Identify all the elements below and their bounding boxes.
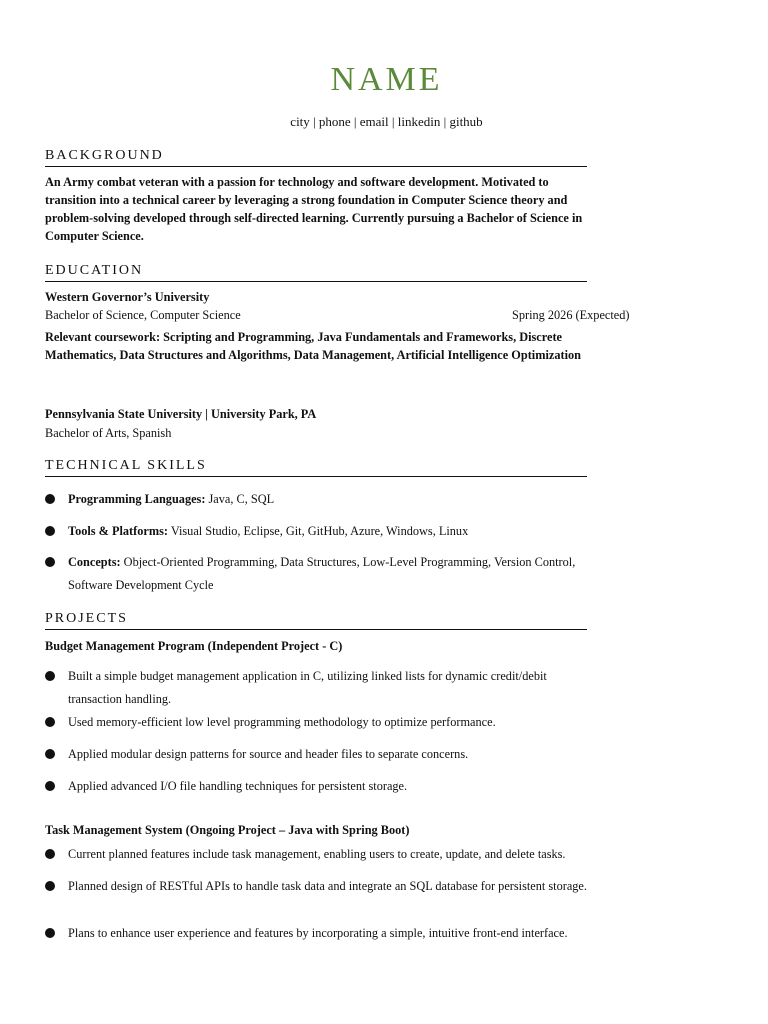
bullet-icon (45, 671, 55, 681)
school-degree: Bachelor of Arts, Spanish (45, 426, 172, 440)
contact-line: city | phone | email | linkedin | github (290, 114, 483, 129)
section-heading-skills: TECHNICAL SKILLS (45, 457, 587, 477)
bullet-icon (45, 557, 55, 567)
skill-label: Concepts: (68, 555, 121, 569)
skill-value: Visual Studio, Eclipse, Git, GitHub, Azure, Windows, Linux (167, 524, 469, 538)
school-degree: Bachelor of Science, Computer Science (45, 308, 241, 322)
project-title: Task Management System (Ongoing Project – Java with Spring Boot) (45, 823, 410, 837)
bullet-icon (45, 781, 55, 791)
relevant-coursework: Relevant coursework: Scripting and Programming, Java Fundamentals and Frameworks, Discrete Mathematics, Data Structures and Algorithms, Data Management, Artificial Intelligence Optimization (45, 330, 581, 362)
school-name: Western Governor’s University (45, 290, 210, 304)
section-heading-education: EDUCATION (45, 262, 587, 282)
bullet-icon (45, 526, 55, 536)
project-title: Budget Management Program (Independent Project - C) (45, 639, 343, 653)
section-heading-background: BACKGROUND (45, 147, 587, 167)
section-heading-projects: PROJECTS (45, 610, 587, 630)
bullet-icon (45, 494, 55, 504)
skill-label: Programming Languages: (68, 492, 206, 506)
background-summary: An Army combat veteran with a passion for technology and software development. Motivated to transition into a technical career by leveraging a strong foundation in Computer Science theory and problem-solving developed through self-directed learning. Currently pursuing a Bachelor of Science in Computer Science. (45, 175, 583, 243)
school-name: Pennsylvania State University | University Park, PA (45, 407, 317, 421)
bullet-icon (45, 749, 55, 759)
bullet-icon (45, 928, 55, 938)
resume-name: NAME (330, 61, 443, 98)
bullet-icon (45, 881, 55, 891)
bullet-icon (45, 717, 55, 727)
school-date: Spring 2026 (Expected) (512, 308, 630, 322)
bullet-icon (45, 849, 55, 859)
skill-value: Java, C, SQL (205, 492, 275, 506)
skill-value: Object-Oriented Programming, Data Structures, Low-Level Programming, Version Control, Software Development Cycle (68, 555, 576, 592)
skill-label: Tools & Platforms: (68, 524, 168, 538)
